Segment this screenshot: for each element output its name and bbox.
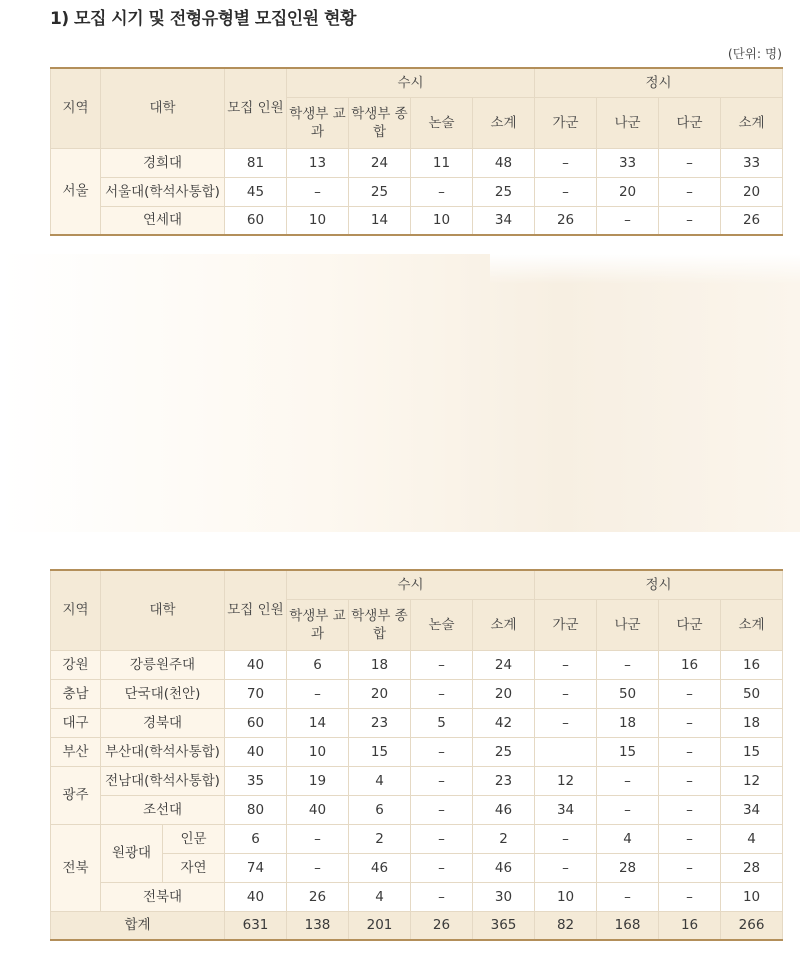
- value-cell: 19: [287, 766, 349, 795]
- table-row: [51, 650, 783, 679]
- value-cell: 18: [597, 708, 659, 737]
- header-region: 지역: [51, 570, 101, 650]
- value-cell: 20: [473, 679, 535, 708]
- header-jeongsi-col: 나군: [597, 97, 659, 148]
- region-cell: 전북: [51, 824, 101, 911]
- value-cell: –: [597, 206, 659, 235]
- value-cell: –: [659, 708, 721, 737]
- value-cell: 23: [473, 766, 535, 795]
- value-cell: –: [411, 882, 473, 911]
- header-susi-col: 학생부 종합: [349, 97, 411, 148]
- value-cell: –: [411, 650, 473, 679]
- value-cell: 16: [659, 911, 721, 940]
- value-cell: 50: [721, 679, 783, 708]
- value-cell: 4: [721, 824, 783, 853]
- value-cell: 25: [473, 737, 535, 766]
- quota-cell: 40: [225, 650, 287, 679]
- value-cell: 14: [287, 708, 349, 737]
- value-cell: 26: [287, 882, 349, 911]
- value-cell: 12: [721, 766, 783, 795]
- track-cell: 자연: [163, 853, 225, 882]
- value-cell: 26: [411, 911, 473, 940]
- total-label: 합계: [51, 911, 225, 940]
- value-cell: –: [659, 737, 721, 766]
- value-cell: 34: [721, 795, 783, 824]
- value-cell: 46: [473, 853, 535, 882]
- value-cell: 6: [349, 795, 411, 824]
- value-cell: 28: [721, 853, 783, 882]
- value-cell: –: [597, 766, 659, 795]
- value-cell: –: [597, 795, 659, 824]
- value-cell: 46: [473, 795, 535, 824]
- header-jeongsi-col: 가군: [535, 97, 597, 148]
- value-cell: [535, 737, 597, 766]
- table-row: [51, 737, 783, 766]
- table-row: [51, 795, 783, 824]
- value-cell: –: [659, 148, 721, 177]
- value-cell: 2: [473, 824, 535, 853]
- value-cell: 4: [597, 824, 659, 853]
- quota-cell: 74: [225, 853, 287, 882]
- value-cell: 26: [535, 206, 597, 235]
- value-cell: –: [411, 795, 473, 824]
- value-cell: 15: [597, 737, 659, 766]
- value-cell: 24: [349, 148, 411, 177]
- value-cell: 42: [473, 708, 535, 737]
- header-jeongsi-col: 나군: [597, 599, 659, 650]
- value-cell: 16: [721, 650, 783, 679]
- univ-cell: 조선대: [101, 795, 225, 824]
- value-cell: 20: [721, 177, 783, 206]
- value-cell: 30: [473, 882, 535, 911]
- value-cell: 82: [535, 911, 597, 940]
- value-cell: –: [659, 853, 721, 882]
- value-cell: –: [535, 708, 597, 737]
- value-cell: 138: [287, 911, 349, 940]
- value-cell: 10: [411, 206, 473, 235]
- value-cell: –: [287, 679, 349, 708]
- value-cell: –: [287, 824, 349, 853]
- page-title: 1) 모집 시기 및 전형유형별 모집인원 현황: [50, 9, 356, 29]
- value-cell: 25: [473, 177, 535, 206]
- value-cell: –: [411, 824, 473, 853]
- header-susi-col: 학생부 종합: [349, 599, 411, 650]
- value-cell: 10: [721, 882, 783, 911]
- table-row: [51, 766, 783, 795]
- decorative-gap: [0, 254, 800, 532]
- value-cell: 16: [659, 650, 721, 679]
- value-cell: 168: [597, 911, 659, 940]
- table-row: [51, 824, 783, 853]
- value-cell: 12: [535, 766, 597, 795]
- table-row: [51, 679, 783, 708]
- univ-cell: 연세대: [101, 206, 225, 235]
- header-susi-col: 학생부 교과: [287, 599, 349, 650]
- value-cell: –: [535, 679, 597, 708]
- header-quota: 모집 인원: [225, 68, 287, 148]
- header-jeongsi-col: 다군: [659, 599, 721, 650]
- value-cell: 201: [349, 911, 411, 940]
- table-row: [51, 148, 783, 177]
- header-quota: 모집 인원: [225, 570, 287, 650]
- value-cell: –: [659, 824, 721, 853]
- value-cell: –: [535, 853, 597, 882]
- value-cell: 24: [473, 650, 535, 679]
- region-cell: 광주: [51, 766, 101, 824]
- quota-cell: 70: [225, 679, 287, 708]
- value-cell: 11: [411, 148, 473, 177]
- decorative-gap-fade: [490, 254, 800, 284]
- region-cell: 대구: [51, 708, 101, 737]
- header-jeongsi-col: 소계: [721, 599, 783, 650]
- value-cell: 28: [597, 853, 659, 882]
- value-cell: –: [287, 853, 349, 882]
- quota-cell: 40: [225, 737, 287, 766]
- value-cell: 266: [721, 911, 783, 940]
- value-cell: –: [659, 766, 721, 795]
- quota-cell: 40: [225, 882, 287, 911]
- value-cell: 14: [349, 206, 411, 235]
- value-cell: –: [659, 177, 721, 206]
- value-cell: 33: [721, 148, 783, 177]
- quota-cell: 80: [225, 795, 287, 824]
- quota-cell: 35: [225, 766, 287, 795]
- univ-cell: 원광대: [101, 824, 163, 882]
- value-cell: 365: [473, 911, 535, 940]
- header-jeongsi: 정시: [535, 570, 783, 599]
- region-cell: 강원: [51, 650, 101, 679]
- value-cell: –: [411, 766, 473, 795]
- seoul-table: [50, 67, 783, 236]
- value-cell: –: [535, 148, 597, 177]
- value-cell: 20: [597, 177, 659, 206]
- value-cell: –: [659, 882, 721, 911]
- value-cell: 46: [349, 853, 411, 882]
- header-jeongsi-col: 다군: [659, 97, 721, 148]
- quota-cell: 60: [225, 708, 287, 737]
- value-cell: 6: [287, 650, 349, 679]
- univ-cell: 전북대: [101, 882, 225, 911]
- value-cell: 34: [535, 795, 597, 824]
- header-susi-col: 소계: [473, 599, 535, 650]
- value-cell: –: [411, 737, 473, 766]
- value-cell: 20: [349, 679, 411, 708]
- region-cell: 부산: [51, 737, 101, 766]
- table-row: [51, 882, 783, 911]
- header-susi-col: 학생부 교과: [287, 97, 349, 148]
- header-jeongsi: 정시: [535, 68, 783, 97]
- value-cell: 18: [721, 708, 783, 737]
- value-cell: 13: [287, 148, 349, 177]
- value-cell: 2: [349, 824, 411, 853]
- value-cell: –: [659, 679, 721, 708]
- value-cell: 10: [287, 737, 349, 766]
- value-cell: 4: [349, 766, 411, 795]
- value-cell: –: [535, 177, 597, 206]
- regional-table: [50, 569, 783, 941]
- univ-cell: 경희대: [101, 148, 225, 177]
- value-cell: –: [287, 177, 349, 206]
- value-cell: 50: [597, 679, 659, 708]
- header-susi: 수시: [287, 68, 535, 97]
- value-cell: 10: [287, 206, 349, 235]
- table-row: [51, 177, 783, 206]
- value-cell: 25: [349, 177, 411, 206]
- quota-cell: 60: [225, 206, 287, 235]
- quota-cell: 81: [225, 148, 287, 177]
- header-susi: 수시: [287, 570, 535, 599]
- value-cell: 15: [721, 737, 783, 766]
- value-cell: –: [535, 650, 597, 679]
- univ-cell: 서울대(학석사통합): [101, 177, 225, 206]
- value-cell: 18: [349, 650, 411, 679]
- value-cell: 33: [597, 148, 659, 177]
- region-cell: 충남: [51, 679, 101, 708]
- table-row: [51, 708, 783, 737]
- header-susi-col: 논술: [411, 97, 473, 148]
- value-cell: –: [411, 853, 473, 882]
- value-cell: –: [411, 679, 473, 708]
- track-cell: 인문: [163, 824, 225, 853]
- value-cell: 23: [349, 708, 411, 737]
- header-susi-col: 논술: [411, 599, 473, 650]
- total-row: [51, 911, 783, 940]
- region-cell: 서울: [51, 148, 101, 235]
- quota-cell: 6: [225, 824, 287, 853]
- value-cell: –: [411, 177, 473, 206]
- value-cell: 4: [349, 882, 411, 911]
- value-cell: –: [597, 882, 659, 911]
- quota-cell: 631: [225, 911, 287, 940]
- value-cell: 5: [411, 708, 473, 737]
- univ-cell: 부산대(학석사통합): [101, 737, 225, 766]
- univ-cell: 전남대(학석사통합): [101, 766, 225, 795]
- header-jeongsi-col: 가군: [535, 599, 597, 650]
- value-cell: 10: [535, 882, 597, 911]
- quota-cell: 45: [225, 177, 287, 206]
- table-row: [51, 206, 783, 235]
- value-cell: –: [659, 206, 721, 235]
- header-univ: 대학: [101, 570, 225, 650]
- value-cell: –: [535, 824, 597, 853]
- univ-cell: 강릉원주대: [101, 650, 225, 679]
- value-cell: 40: [287, 795, 349, 824]
- value-cell: 48: [473, 148, 535, 177]
- univ-cell: 경북대: [101, 708, 225, 737]
- value-cell: –: [597, 650, 659, 679]
- univ-cell: 단국대(천안): [101, 679, 225, 708]
- value-cell: 15: [349, 737, 411, 766]
- header-univ: 대학: [101, 68, 225, 148]
- value-cell: –: [659, 795, 721, 824]
- unit-label: (단위: 명): [727, 46, 782, 61]
- header-jeongsi-col: 소계: [721, 97, 783, 148]
- header-region: 지역: [51, 68, 101, 148]
- value-cell: 34: [473, 206, 535, 235]
- value-cell: 26: [721, 206, 783, 235]
- header-susi-col: 소계: [473, 97, 535, 148]
